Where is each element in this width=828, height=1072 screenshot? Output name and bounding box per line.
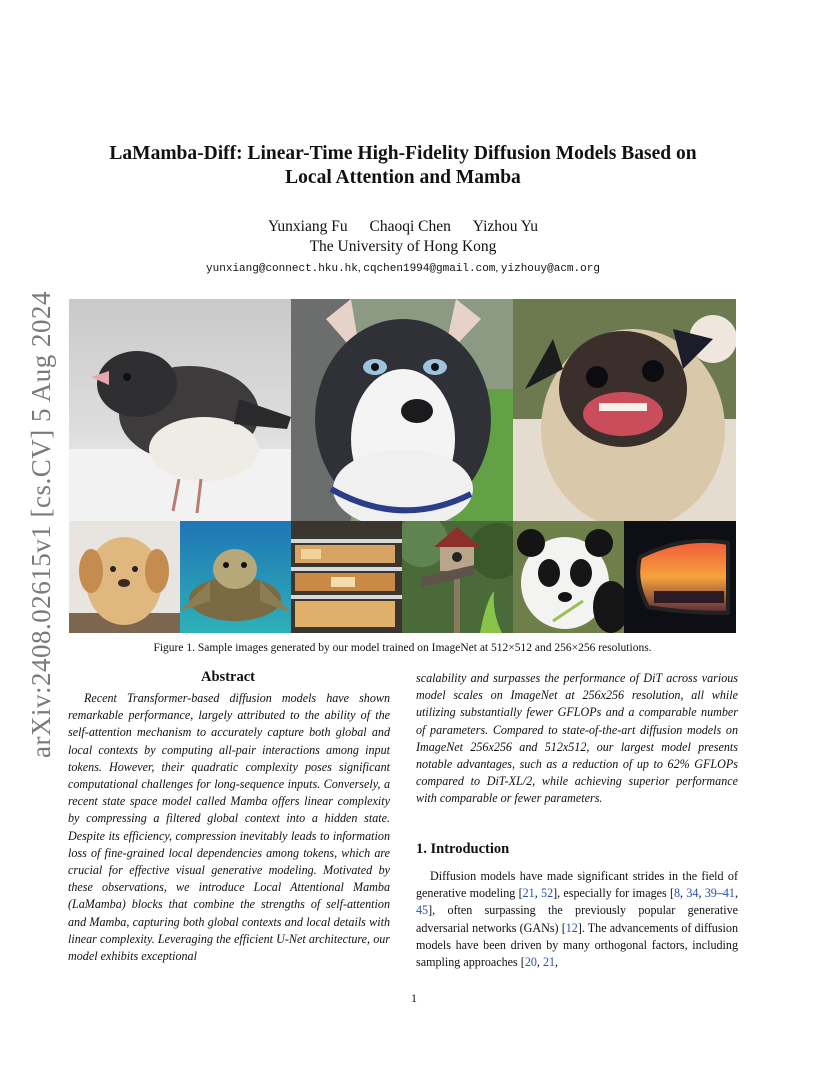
page-number: 1 xyxy=(411,991,417,1005)
author-list xyxy=(70,218,736,236)
intro-text: ], especially for images [ xyxy=(553,886,674,901)
figure-image-birdhouse xyxy=(402,521,513,633)
abstract-heading: Abstract xyxy=(201,669,255,685)
intro-text: – xyxy=(716,886,723,901)
citation-link[interactable]: 20 xyxy=(524,955,537,970)
citation-link[interactable]: 34 xyxy=(686,886,699,901)
intro-text: Diffusion models have made significant strides in the field of generative modeling [ xyxy=(416,869,738,901)
intro-text: , xyxy=(555,955,559,970)
affiliation: The University of Hong Kong xyxy=(309,238,497,255)
figure-image-side-mirror xyxy=(624,521,736,633)
introduction-text xyxy=(416,868,738,971)
citation-link[interactable]: 21 xyxy=(522,886,535,901)
author-name: Yizhou Yu xyxy=(472,218,539,235)
email[interactable]: yizhouy@acm.org xyxy=(500,263,600,275)
abstract-paragraph-continued: scalability and surpasses the performance of DiT across various model scales on ImageNet at 256x256 resolution, all while utilizing substantially fewer GFLOPs and a comparable number of parameters. Compared to state-of-the-art diffusion models on ImageNet 256x256 and 512x512, our largest model presents notable advantages, such as a reduction of up to 62% GFLOPs compared to DiT-XL/2, while achieving superior performance with comparable or fewer parameters. xyxy=(416,671,738,806)
figure-image-pug xyxy=(513,299,736,521)
figure-caption: Figure 1. Sample images generated by our model trained on ImageNet at 512×512 and 256×256 resolutions. xyxy=(153,642,652,654)
figure-image-panda xyxy=(513,521,624,633)
abstract-text-left xyxy=(68,690,390,965)
introduction-paragraph xyxy=(416,868,738,971)
author-name: Chaoqi Chen xyxy=(369,218,451,235)
author-name: Yunxiang Fu xyxy=(267,218,348,235)
intro-text: , xyxy=(536,955,543,970)
arxiv-stamp xyxy=(20,290,60,760)
intro-text: , xyxy=(534,886,542,901)
figure-image-husky xyxy=(291,299,513,521)
citation-link[interactable]: 21 xyxy=(542,955,556,970)
intro-text: ]. The advancements of diffusion models have been driven by many orthogonal factors, including sampling approaches [ xyxy=(416,920,738,970)
introduction-heading: 1. Introduction xyxy=(416,841,510,857)
intro-text: , xyxy=(734,886,738,901)
figure-image-puppy xyxy=(69,521,180,633)
title-line-1: LaMamba-Diff: Linear-Time High-Fidelity Diffusion Models Based on xyxy=(109,143,697,164)
paper-title xyxy=(70,142,736,190)
citation-link[interactable]: 52 xyxy=(541,886,554,901)
email[interactable]: yunxiang@connect.hku.hk xyxy=(206,263,358,275)
email-list: yunxiang@connect.hku.hk, cqchen1994@gmail.com, yizhouy@acm.org xyxy=(206,262,600,275)
citation-link[interactable]: 41 xyxy=(722,886,735,901)
figure-image-bakery xyxy=(291,521,402,633)
figure-image-sea-turtle xyxy=(180,521,291,633)
citation-link[interactable]: 8 xyxy=(674,886,681,901)
intro-text: ], often surpassing the previously popular generative adversarial networks (GANs) [ xyxy=(416,903,738,935)
figure-image-bird xyxy=(69,299,291,521)
intro-text: , xyxy=(698,886,705,901)
title-line-2: Local Attention and Mamba xyxy=(285,167,521,188)
abstract-paragraph: Recent Transformer-based diffusion models have shown remarkable performance, largely attributed to the ability of the self-attention mechanism to accurately capture both global and local contexts by computing all-pair interactions among input tokens. However, their quadratic complexity poses significant computational challenges for long-sequence inputs. Conversely, a recent state space model called Mamba offers linear complexity by compressing a filtered global context into a hidden state. Despite its efficiency, compression inevitably leads to information loss of fine-grained local dependencies among tokens, which are crucial for effective visual generative modeling. Motivated by these observations, we introduce Local Attentional Mamba (LaMamba) blocks that combine the strengths of self-attention and Mamba, capturing both global contexts and local details with linear complexity. Leveraging the efficient U-Net architecture, our model exhibits exceptional xyxy=(68,691,390,964)
citation-link[interactable]: 39 xyxy=(704,886,717,901)
citation-link[interactable]: 45 xyxy=(416,903,429,918)
figure-sample-grid xyxy=(69,299,736,633)
abstract-text-right xyxy=(416,670,738,808)
email[interactable]: cqchen1994@gmail.com xyxy=(363,263,496,275)
arxiv-id: arXiv:2408.02615v1 [cs.CV] 5 Aug 2024 xyxy=(26,291,56,758)
citation-link[interactable]: 12 xyxy=(565,920,578,935)
intro-text: , xyxy=(680,886,687,901)
